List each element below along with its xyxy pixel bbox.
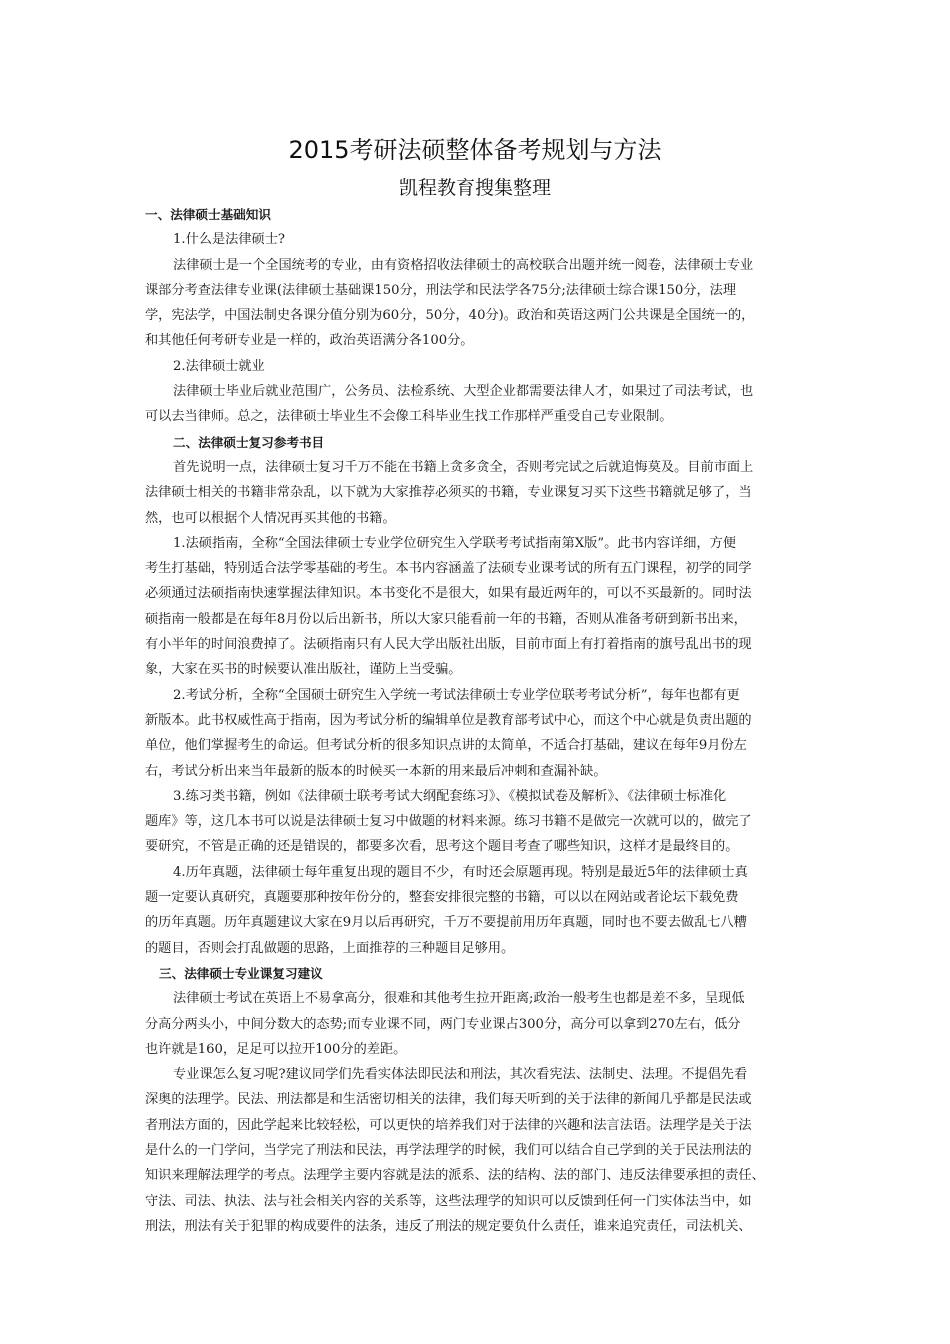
section-heading: 三、法律硕士专业课复习建议 — [159, 965, 323, 981]
text-line: 的题目，否则会打乱做题的思路，上面推荐的三种题目足够用。 — [145, 940, 515, 956]
text-line: 2.法律硕士就业 — [173, 358, 265, 374]
text-line: 者刑法方面的，因此学起来比较轻松，可以更快的培养我们对于法律的兴趣和法言法语。法理学是关于法 — [145, 1117, 752, 1133]
text-line: 单位，他们掌握考生的命运。但考试分析的很多知识点讲的太简单，不适合打基础，建议在每年9月份左 — [145, 738, 747, 754]
text-line: 然，也可以根据个人情况再买其他的书籍。 — [145, 510, 396, 526]
text-line: 1.什么是法律硕士? — [173, 232, 285, 248]
text-line: 法律硕士是一个全国统考的专业，由有资格招收法律硕士的高校联合出题并统一阅卷，法律硕士专业 — [173, 257, 754, 273]
document-body — [145, 202, 811, 1239]
section-heading: 二、法律硕士复习参考书目 — [173, 434, 325, 450]
text-line: 可以去当律师。总之，法律硕士毕业生不会像工科毕业生找工作那样严重受自己专业限制。 — [145, 409, 673, 425]
text-line: 2.考试分析，全称“全国硕士研究生入学统一考试法律硕士专业学位联考考试分析”，每年也都有更 — [173, 687, 740, 703]
text-line: 4.历年真题，法律硕士每年重复出现的题目不少，有时还会原题再现。特别是最近5年的法律硕士真 — [173, 864, 748, 880]
text-line: 分高分两头小，中间分数大的态势;而专业课不同，两门专业课占300分，高分可以拿到270左右，低分 — [145, 1016, 741, 1032]
text-line: 专业课怎么复习呢?建议同学们先看实体法即民法和刑法，其次看宪法、法制史、法理。不提倡先看 — [173, 1067, 748, 1083]
text-line: 和其他任何考研专业是一样的，政治英语满分各100分。 — [145, 333, 474, 349]
text-line: 3.练习类书籍，例如《法律硕士联考考试大纲配套练习》、《模拟试卷及解析》、《法律硕士标准化 — [173, 788, 727, 804]
section-heading: 一、法律硕士基础知识 — [145, 207, 271, 222]
text-line: 深奥的法理学。民法、刑法都是和生活密切相关的法律，我们每天听到的关于法律的新闻几乎都是民法或 — [145, 1092, 752, 1108]
text-line: 课部分考查法律专业课(法律硕士基础课150分，刑法学和民法学各75分;法律硕士综合课150分，法理 — [145, 282, 737, 298]
text-line: 刑法，刑法有关于犯罪的构成要件的法条，违反了刑法的规定要负什么责任，谁来追究责任，司法机关、 — [145, 1218, 752, 1234]
document-subtitle: 凯程教育搜集整理 — [398, 177, 551, 199]
text-line: 必须通过法硕指南快速掌握法律知识。本书变化不是很大，如果有最近两年的，可以不买最新的。同时法 — [145, 586, 752, 602]
text-line: 考生打基础，特别适合法学零基础的考生。本书内容涵盖了法硕专业课考试的所有五门课程，初学的同学 — [145, 561, 752, 577]
text-line: 首先说明一点，法律硕士复习千万不能在书籍上贪多贪全，否则考完试之后就追悔莫及。目前市面上 — [173, 459, 754, 475]
text-line: 法律硕士考试在英语上不易拿高分，很难和其他考生拉开距离;政治一般考生也都是差不多，呈现低 — [173, 991, 745, 1007]
text-line: 守法、司法、执法、法与社会相关内容的关系等，这些法理学的知识可以反馈到任何一门实体法当中，如 — [145, 1193, 752, 1209]
text-line: 硕指南一般都是在每年8月份以后出新书，所以大家只能看前一年的书籍，否则从准备考研到新书出来， — [145, 611, 747, 627]
text-line: 题库》等，这几本书可以说是法律硕士复习中做题的材料来源。练习书籍不是做完一次就可以的，做完了 — [145, 814, 752, 830]
text-line: 法律硕士相关的书籍非常杂乱，以下就为大家推荐必须买的书籍，专业课复习买下这些书籍就足够了，当 — [145, 485, 752, 501]
text-line: 题一定要认真研究，真题要那种按年份分的，整套安排很完整的书籍，可以以在网站或者论坛下载免费 — [145, 890, 739, 906]
text-line: 法律硕士毕业后就业范围广，公务员、法检系统、大型企业都需要法律人才，如果过了司法考试，也 — [173, 384, 754, 400]
text-line: 有小半年的时间浪费掉了。法硕指南只有人民大学出版社出版，目前市面上有打着指南的旗号乱出书的现 — [145, 637, 752, 653]
text-line: 的历年真题。历年真题建议大家在9月以后再研究，千万不要提前用历年真题，同时也不要去做乱七八糟 — [145, 915, 747, 931]
text-line: 要研究，不管是正确的还是错误的，都要多次看，思考这个题目考查了哪些知识，这样才是最终目的。 — [145, 839, 739, 855]
text-line: 也许就是160，足足可以拉开100分的差距。 — [145, 1041, 407, 1057]
text-line: 新版本。此书权威性高于指南，因为考试分析的编辑单位是教育部考试中心，而这个中心就是负责出题的 — [145, 712, 752, 728]
text-line: 右，考试分析出来当年最新的版本的时候买一本新的用来最后冲刺和查漏补缺。 — [145, 763, 607, 779]
text-line: 象，大家在买书的时候要认准出版社，谨防上当受骗。 — [145, 662, 462, 678]
text-line: 知识来理解法理学的考点。法理学主要内容就是法的派系、法的结构、法的部门、违反法律要承担的责任、 — [145, 1168, 765, 1184]
text-line: 是什么的一门学问，当学完了刑法和民法，再学法理学的时候，我们可以结合自己学到的关于民法刑法的 — [145, 1142, 752, 1158]
text-line: 1.法硕指南，全称“全国法律硕士专业学位研究生入学联考考试指南第X版”。此书内容详细，方便 — [173, 535, 736, 551]
document-title: 2015考研法硕整体备考规划与方法 — [288, 136, 662, 164]
text-line: 学，宪法学，中国法制史各课分值分别为60分，50分，40分)。政治和英语这两门公共课是全国统一的， — [145, 308, 755, 324]
